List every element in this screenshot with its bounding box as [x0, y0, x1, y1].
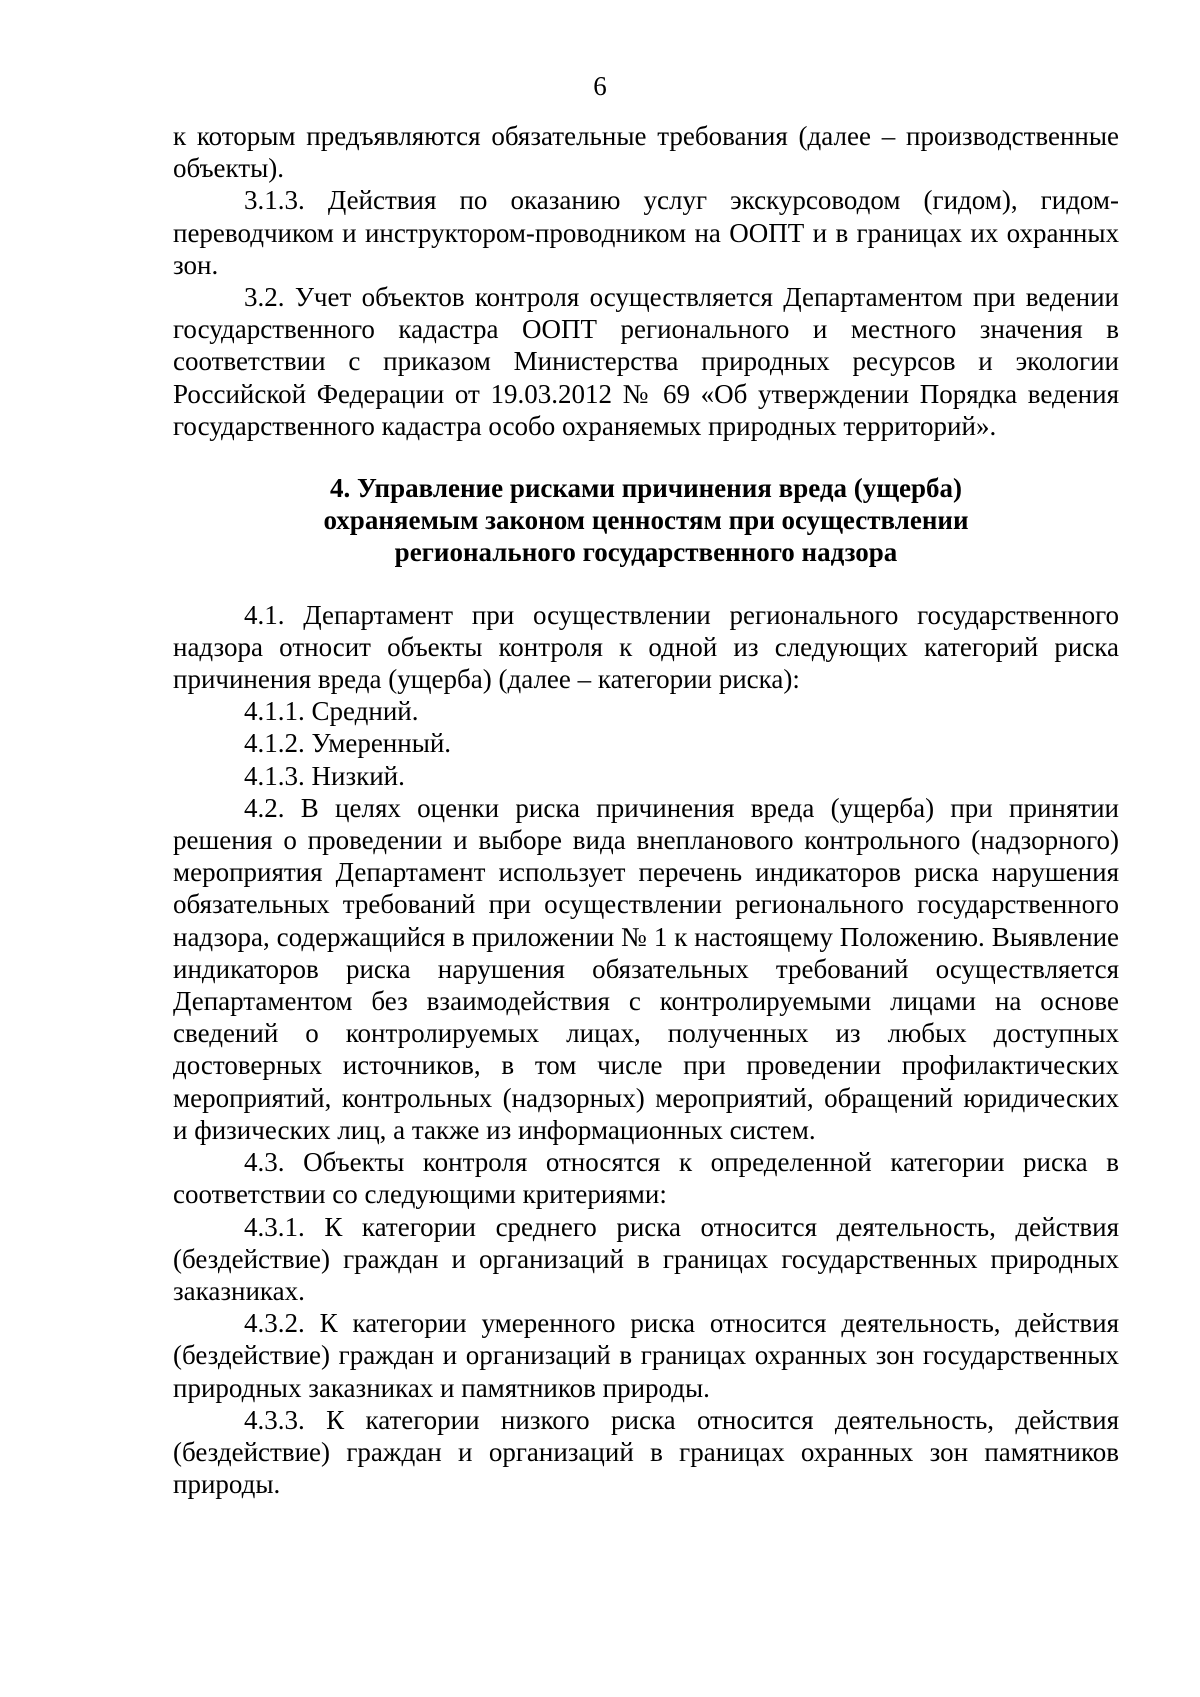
paragraph: 3.2. Учет объектов контроля осуществляется Департаментом при ведении государственного кадастра ООПТ регионального и местного значения в соответствии с приказом Министерства природных ресурсов и экологии Российской Федерации от 19.03.2012 № 69 «Об утверждении Порядка ведения государственного кадастра особо охраняемых природных территорий».: [173, 282, 1119, 441]
paragraph: 4.3. Объекты контроля относятся к определенной категории риска в соответствии со следующими критериями:: [173, 1147, 1119, 1210]
section-heading: [173, 472, 1119, 569]
section-heading-line: охраняемым законом ценностям при осуществлении: [323, 505, 969, 536]
list-item: 4.1.2. Умеренный.: [244, 728, 452, 759]
paragraph: 4.2. В целях оценки риска причинения вреда (ущерба) при принятии решения о проведении и выборе вида внепланового контрольного (надзорного) мероприятия Департамент использует перечень индикаторов риска нарушения обязательных требований при осуществлении регионального государственного надзора, содержащийся в приложении № 1 к настоящему Положению. Выявление индикаторов риска нарушения обязательных требований осуществляется Департаментом без взаимодействия с контролируемыми лицами на основе сведений о контролируемых лицах, полученных из любых доступных достоверных источников, в том числе при проведении профилактических мероприятий, контрольных (надзорных) мероприятий, обращений юридических и физических лиц, а также из информационных систем.: [173, 792, 1119, 1145]
list-item: 4.1.1. Средний.: [244, 696, 419, 727]
paragraphs-after-section: [173, 599, 1119, 1501]
page-number: 6: [593, 71, 607, 101]
paragraphs-before-section: [173, 120, 1119, 442]
paragraph: 3.1.3. Действия по оказанию услуг экскурсоводом (гидом), гидом-переводчиком и инструктором-проводником на ООПТ и в границах их охранных зон.: [173, 185, 1119, 280]
paragraph: 4.3.1. К категории среднего риска относится деятельность, действия (бездействие) граждан и организаций в границах государственных природных заказниках.: [173, 1211, 1119, 1306]
paragraph: 4.3.3. К категории низкого риска относится деятельность, действия (бездействие) граждан и организаций в границах охранных зон памятников природы.: [173, 1404, 1119, 1500]
document-body: [173, 120, 1119, 1500]
section-heading-line: регионального государственного надзора: [394, 537, 898, 568]
paragraph: к которым предъявляются обязательные требования (далее – производственные объекты).: [173, 121, 1119, 184]
paragraph: 4.3.2. К категории умеренного риска относится деятельность, действия (бездействие) граждан и организаций в границах охранных зон государственных природных заказниках и памятников природы.: [173, 1308, 1119, 1403]
section-heading-line: 4. Управление рисками причинения вреда (ущерба): [329, 473, 963, 504]
list-item: 4.1.3. Низкий.: [244, 760, 405, 791]
paragraph: 4.1. Департамент при осуществлении регионального государственного надзора относит объекты контроля к одной из следующих категорий риска причинения вреда (ущерба) (далее – категории риска):: [173, 599, 1119, 695]
